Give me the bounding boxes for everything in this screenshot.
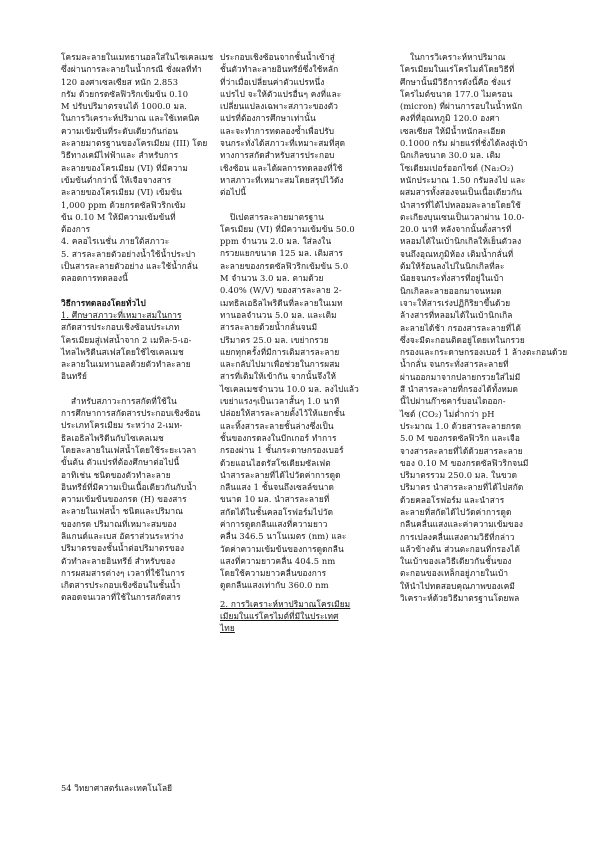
text-line: ข้น 0.10 M ให้มีความเข้มข้นที่	[61, 211, 176, 222]
text-line: นี้ไปผ่านก๊าซคาร์บอนไดออก-	[400, 396, 506, 407]
text-line: ไทลไพริดีนสเฟสโดยใช้ไซเคลเมช	[61, 346, 184, 357]
text-line: ธิลเอธิลไพริดีนกับไซเคลเมช	[61, 432, 164, 443]
text-line: 4. คลอไรเนชั่น ภายใต้สภาวะ	[61, 236, 170, 247]
text-line: เชิงซ้อน และได้ผลการทดลองที่ใช้	[220, 162, 343, 173]
text-line: ซึ่งผ่านการละลายในน้ำกรณี ชั่งผลที่ทำ	[61, 64, 202, 75]
text-line: นำสารที่ได้ไปหลอมละลายโดยใช้	[400, 199, 521, 210]
text-line: โดยใช้ความยาวคลื่นของการ	[220, 568, 327, 579]
text-line: ที่ว่าเมื่อเปลี่ยนค่าตัวแปรหนึ่ง	[220, 76, 325, 87]
text-line: สกัดได้ในชั้นคลอโรฟอร์มไปวัด	[220, 506, 334, 517]
text-line: โดยละลายในเฟสน้ำโดยใช้ระยะเวลา	[61, 444, 197, 455]
column-left	[61, 51, 214, 604]
text-line: เข้มข้นต่ำกว่านี้ ให้เจือจางสาร	[61, 174, 172, 185]
text-line: โครเมียมสู่เฟสน้ำจาก 2 เมทิล-5-เอ-	[61, 334, 192, 345]
text-line: ลิแกนด์และเบส อัตราส่วนระหว่าง	[61, 530, 184, 541]
text-line: เขย่าแรงๆเป็นเวลาสั้นๆ 1.0 นาที	[220, 396, 340, 407]
text-line: เซลเซียส ให้มีน้ำหนักละเอียด	[400, 125, 506, 136]
text-line: เป็นสารละลายตัวอย่าง และใช้น้ำกลั่น	[61, 261, 198, 272]
text-line: แปรไป จะให้ตัวแปรอื่นๆ คงที่และ	[220, 88, 342, 99]
text-line: ละลายมาตรฐานของโครเมียม (III) โดย	[61, 138, 208, 149]
text-line: ตะกอนของเหล็กอยู่ภายในเบ้า	[400, 568, 509, 579]
text-line: 0.40% (W/V) ของสารละลาย 2-	[220, 285, 342, 296]
text-line: สี นำสารละลายที่กรองได้ทั้งหมด	[400, 384, 519, 395]
text-line: ทานอลจำนวน 5.0 มล. และเติม	[220, 309, 337, 320]
text-line: จางสารละลายที่ได้ด้วยสารละลาย	[400, 445, 523, 456]
text-line: ไซด์ (CO₂) ไม่ต่ำกว่า pH	[400, 408, 495, 419]
text-line: หลอมได้ในเบ้านิกเกิลให้เย็นตัวลง	[400, 236, 522, 247]
text-line: การศึกษาการสกัดสารประกอบเชิงซ้อน	[61, 408, 201, 419]
text-line: ตะเกียงบุนเซนเป็นเวลาผ่าน 10.0-	[400, 211, 525, 222]
text-line: กรวยแยกขนาด 125 มล. เติมสาร	[220, 248, 344, 259]
column-left-paragraph-3	[61, 395, 201, 604]
text-line: วิเคราะห์ด้วยวิธีมาตรฐานโดยพล	[400, 593, 520, 604]
text-line: ค่าการดูดกลืนแสงที่ความยาว	[220, 518, 328, 529]
text-line: M ปรับปริมาตรจนได้ 1000.0 มล.	[61, 101, 188, 112]
text-line: 1,000 ppm ด้วยกรดซัลฟิวริกเข้ม	[61, 199, 186, 210]
text-line: ละลายที่สกัดได้ไปวัดค่าการดูด	[400, 506, 512, 517]
column-middle-paragraph-1	[220, 51, 354, 199]
text-line: ปล่อยให้สารละลายตั้งไว้ให้แยกชั้น	[220, 408, 345, 419]
text-line: คงที่ที่อุณหภูมิ 120.0 องศา	[400, 113, 500, 124]
text-line: สกัดสารประกอบเชิงซ้อนประเภท	[61, 322, 180, 333]
text-line: ตลอดการทดลองนี้	[61, 273, 128, 284]
text-line: นิกเกิลขนาด 30.0 มล. เติม	[400, 150, 501, 161]
text-line: ต้องการ	[61, 224, 91, 235]
text-line: ดูดกลืนแสงเท่ากับ 360.0 nm	[220, 580, 329, 591]
text-line: สารละลายด้วยน้ำกลั่นจนมี	[220, 322, 318, 333]
text-line: ละลายได้ช้า กรองสารละลายที่ได้	[400, 322, 522, 333]
text-line: ผ่านออกมาจากปลายกรวยใส่ไม่มี	[400, 371, 521, 382]
text-line: 0.1000 กรัม ผ่ายแร่ที่ชั่งได้ลงสู่เบ้า	[400, 138, 528, 149]
text-line: ละลายของโครเมียม (VI) ที่มีความ	[61, 162, 188, 173]
text-line: นำสารละลายที่ได้ไปวัดค่าการดูด	[220, 469, 341, 480]
text-line: ขนาด 10 มล. นำสารละลายที่	[220, 494, 330, 505]
text-line: ด้วยคลอโรฟอร์ม และนำสาร	[400, 494, 505, 505]
text-line: โซเดียมเปอร์ออกไซด์ (Na₂O₂)	[400, 162, 514, 173]
page-footer: 54 วิทยาศาสตร์และเทคโนโลยี	[61, 783, 172, 793]
text-line: และทิ้งสารละลายชั้นล่างซึ่งเป็น	[220, 420, 334, 431]
subsection-title-2-line-1: 2. การวิเคราะห์หาปริมาณโครเมียม	[220, 598, 351, 609]
text-line: ด้วยแอนไฮดรัสโซเดียมซัลเฟต	[220, 457, 331, 468]
text-line: ต้มให้ร้อนลงไปในนิกเกิลที่ละ	[400, 261, 505, 272]
text-line: น้อยจนกระทั่งสารที่อยู่ในเบ้า	[400, 273, 504, 284]
text-line: วิธีทางเคมีไฟฟ้าและ สำหรับการ	[61, 150, 179, 161]
text-line: 5. สารละลายตัวอย่างน้ำใช้น้ำประปา	[61, 248, 196, 259]
text-line: ศึกษานั้นมีวิธีการดังนี้คือ ชั่งแร่	[400, 76, 512, 87]
text-line: ปริมาตรรวม 250.0 มล. ในขวด	[400, 470, 518, 481]
text-line: ปริมาตร นำสารละลายที่ได้ไปสกัด	[400, 482, 524, 493]
text-line: ชั้นของกรดลงในบีกเกอร์ ทำการ	[220, 432, 337, 443]
text-line: ล้างสารที่หลอมได้ในเบ้านิกเกิล	[400, 310, 513, 321]
subsection-title-1: 1. ศึกษาสภาวะที่เหมาะสมในการ	[61, 309, 182, 320]
text-line: ในการวิเคราะห์หาปริมาณ	[410, 52, 506, 62]
text-line: ppm จำนวน 2.0 มล. ใส่ลงใน	[220, 236, 332, 247]
text-line: ผสมสารทั้งสองจนเป็นเนื้อเดียวกัน	[400, 187, 522, 198]
text-line: ในการวิเคราะห์ปริมาณ และใช้เทคนิค	[61, 113, 200, 124]
text-line: และจะทำการทดลองซ้ำเพื่อปรับ	[220, 125, 335, 136]
text-line: ของกรด ปริมาณที่เหมาะสมของ	[61, 518, 177, 529]
text-line: การเปลงคลื่นแสงตามวิธีที่กล่าว	[400, 531, 515, 542]
column-middle-paragraph-2	[220, 211, 359, 592]
text-line: คลื่น 346.5 นาโนเมตร (nm) และ	[220, 531, 347, 542]
text-line: น้ำกลั่น จนกระทั่งสารละลายที่	[400, 359, 509, 370]
text-line: กรองและกระดาษกรองเบอร์ 1 ล้างตะกอนด้วย	[400, 347, 568, 358]
subsection-title-2-line-3: ไทย	[220, 623, 235, 634]
text-line: ให้นำไปทดสอบคุณภาพของเคมี	[400, 580, 515, 591]
text-line: แล้วข้างต้น ส่วนตะกอนที่กรองได้	[400, 543, 521, 554]
text-line: หาสภาวะที่เหมาะสมโดยสรุปไว้ดัง	[220, 174, 344, 185]
text-line: M จำนวน 3.0 มล. ตามด้วย	[220, 273, 324, 284]
text-line: ละลายในเฟสน้ำ ชนิดและปริมาณ	[61, 506, 184, 517]
column-left-paragraph-2	[61, 321, 195, 382]
text-line: ขั้นต้น ตัวแปรที่ต้องศึกษาต่อไปนี้	[61, 457, 180, 468]
column-right	[400, 51, 568, 604]
text-line: ตลอดจนเวลาที่ใช้ในการสกัดสาร	[61, 592, 181, 603]
text-line: แปรที่ต้องการศึกษาเท่านั้น	[220, 113, 316, 124]
text-line: การผสมสารต่างๆ เวลาที่ใช้ในการ	[61, 567, 185, 578]
text-line: ละลายในเมทานอลด้วยตัวทำละลาย	[61, 359, 191, 370]
text-line: กลืนแสง 1 ชั้นจนถึงเซลล์ขนาด	[220, 482, 335, 493]
text-line: 120 องศาเซลเซียส หนัก 2.853	[61, 76, 179, 87]
text-line: ปริมาตร 25.0 มล. เขย่ากรวย	[220, 334, 329, 345]
text-line: วัดค่าความเข้มข้นของการดูดกลืน	[220, 543, 344, 554]
text-line: และกลับไปมาเพื่อช่วยในการผสม	[220, 359, 340, 370]
text-line: จนกระทั่งได้สภาวะที่เหมาะสมที่สุด	[220, 138, 346, 149]
text-line: ประกอบเชิงซ้อนจากชั้นน้ำเข้าสู่	[220, 52, 335, 62]
text-line: เมทธิลเอธิลไพริดีนที่ละลายในเมท	[220, 297, 343, 308]
text-line: อินทรีย์	[61, 371, 87, 382]
text-line: แยกทุกครั้งที่มีการเติมสารละลาย	[220, 346, 340, 357]
text-line: โครมละลายในเมทธานอลใส่ในไซเคลเมช	[61, 52, 214, 62]
text-line: ความเข้มข้นของกรด (H) ของสาร	[61, 494, 187, 505]
text-line: อินทรีย์ที่มีความเป็นเนื้อเดียวกันกับน้ำ	[61, 481, 197, 492]
text-line: ความเข้มข้นที่ระดับเดียวกันก่อน	[61, 125, 179, 136]
text-line: เปลี่ยนแปลงเฉพาะสภาวะของตัว	[220, 101, 339, 112]
text-line: ของ 0.10 M ของกรดซัลฟิวริกจนมี	[400, 457, 529, 468]
column-middle	[220, 51, 359, 635]
text-line: สารที่เติมให้เข้ากัน จากนั้นจึงให้	[220, 371, 337, 382]
text-line: อาทิเช่น ชนิดของตัวทำละลาย	[61, 469, 171, 480]
text-line: โครเมียม (VI) ที่มีความเข้มข้น 50.0	[220, 223, 355, 234]
text-line: ทางการสกัดสำหรับสารประกอบ	[220, 150, 335, 161]
text-line: ปิเปตสารละลายมาตรฐาน	[230, 211, 324, 222]
text-line: ในเบ้าของเลวิธีเดียวกันชั้นของ	[400, 556, 512, 567]
text-line: ไซเคลเมชจำนวน 10.0 มล. ลงไปแล้ว	[220, 383, 359, 394]
text-line: โครไมต์ขนาด 177.0 ไมครอน	[400, 88, 513, 99]
text-line: 5.0 M ของกรดซัลฟิวริก และเจือ	[400, 433, 520, 444]
text-line: กลืนคลื่นแสงและค่าความเข้มของ	[400, 519, 524, 530]
text-line: กรัม ด้วยกรดซัลฟิวริกเข้มข้น 0.10	[61, 88, 189, 99]
text-line: ชั้นตัวทำละลายอินทรีย์ซึ่งใช้หลัก	[220, 64, 339, 75]
text-line: ประเภทโครเมียม ระหว่าง 2-เมท-	[61, 420, 183, 431]
text-line: ปริมาตรของชั้นน้ำต่อปริมาตรของ	[61, 543, 185, 554]
column-left-paragraph-1	[61, 51, 214, 285]
text-line: (micron) ที่ผ่านการอบในน้ำหนัก	[400, 101, 523, 112]
text-line: หนักประมาณ 1.50 กรัมลงไป และ	[400, 174, 526, 185]
text-line: กรองผ่าน 1 ชั้นกระดาษกรองเบอร์	[220, 445, 344, 456]
text-line: ซึ่งจะมีตะกอนติดอยู่โดยเทในกรวย	[400, 334, 525, 345]
text-line: ละลายของกรดซัลฟิวริกเข้มข้น 5.0	[220, 260, 349, 271]
text-line: ประมาณ 1.0 ด้วยสารละลายกรด	[400, 420, 522, 431]
section-heading: วิธีการทดลองโดยทั่วไป	[61, 297, 146, 308]
text-line: โครเมียมในแร่โครไมต์โดยวิธีที่	[400, 64, 515, 75]
text-line: เจาะให้สารเร่งปฏิกิริยาขึ้นด้วย	[400, 297, 511, 308]
text-line: จนถึงอุณหภูมิห้อง เติมน้ำกลั่นที่	[400, 248, 514, 259]
text-line: ต่อไปนี้	[220, 187, 246, 198]
column-right-paragraph-1	[400, 51, 568, 604]
text-line: 20.0 นาที หลังจากนั้นตั้งสารที่	[400, 224, 512, 235]
subsection-title-2-line-2: เมียมในแร่โครไมต์ที่มีในประเทศ	[220, 611, 339, 622]
text-line: เกิดสารประกอบเชิงซ้อนในชั้นน้ำ	[61, 580, 181, 591]
text-line: แสงที่ความยาวคลื่น 404.5 nm	[220, 555, 336, 566]
text-line: นิกเกิลละลายออกมาจนหมด	[400, 285, 502, 296]
text-line: สำหรับสภาวะการสกัดที่ใช้ใน	[71, 395, 177, 406]
text-line: ละลายของโครเมียม (VI) เข้มข้น	[61, 187, 182, 198]
text-line: ตัวทำละลายอินทรีย์ สำหรับของ	[61, 555, 176, 566]
